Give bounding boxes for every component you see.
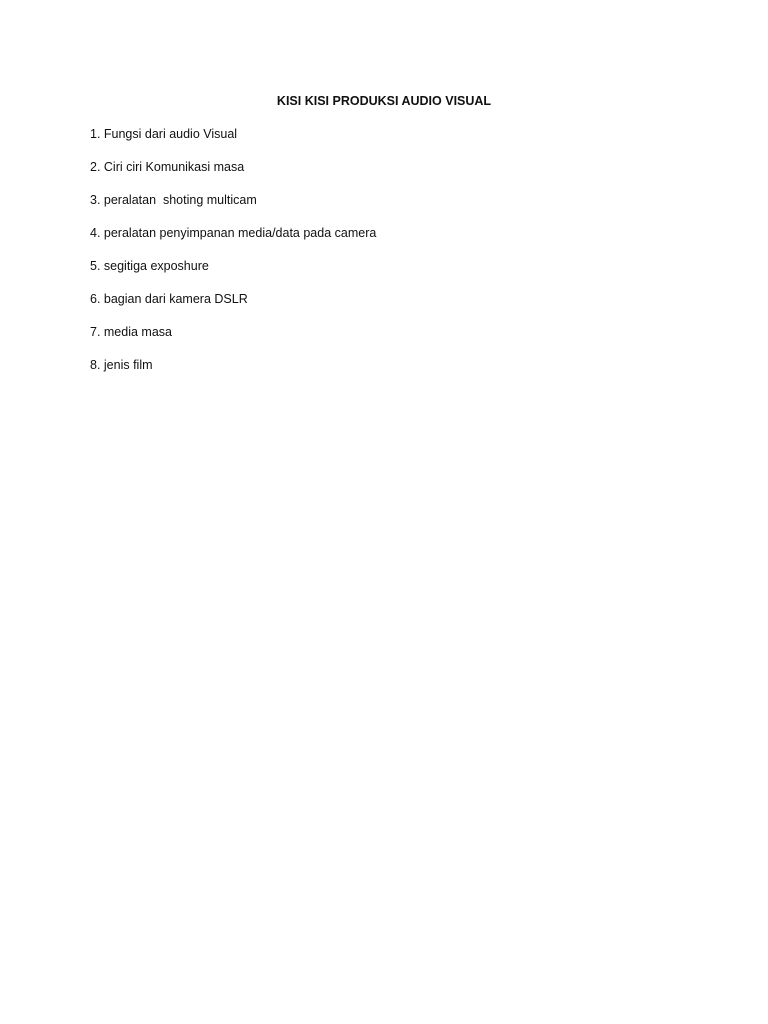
list-item: 7. media masa: [90, 325, 172, 339]
list-item: 5. segitiga exposhure: [90, 259, 209, 273]
list-item: 2. Ciri ciri Komunikasi masa: [90, 160, 245, 174]
list-item: 1. Fungsi dari audio Visual: [90, 127, 238, 141]
list-item: 6. bagian dari kamera DSLR: [90, 292, 248, 306]
list-item: 8. jenis film: [90, 358, 153, 372]
list-item: 3. peralatan shoting multicam: [90, 193, 257, 207]
document-title: KISI KISI PRODUKSI AUDIO VISUAL: [276, 94, 492, 108]
list-item: 4. peralatan penyimpanan media/data pada camera: [90, 226, 377, 240]
item-list: [90, 126, 376, 390]
